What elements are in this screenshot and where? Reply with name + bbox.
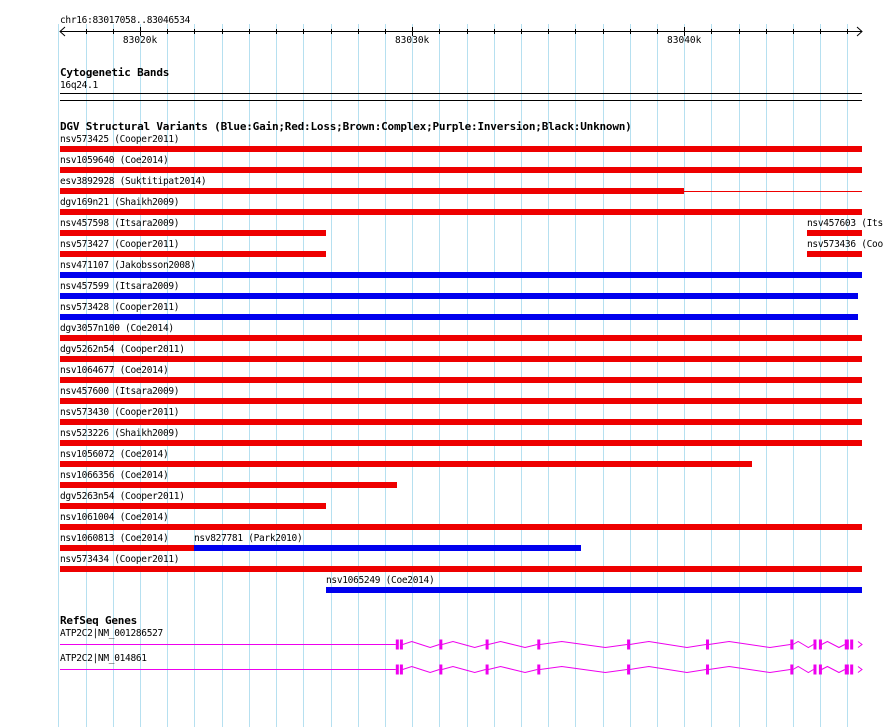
gene-exon (819, 640, 822, 650)
gene-exon (537, 665, 540, 675)
variant-label[interactable]: nsv827781 (Park2010) (194, 533, 303, 544)
variant-label[interactable]: nsv457600 (Itsara2009) (60, 386, 180, 397)
variant-bar[interactable] (60, 440, 862, 446)
gene-intron-line (540, 642, 627, 648)
gene-intron-line (630, 642, 706, 648)
variant-bar[interactable] (807, 251, 862, 257)
gene-exon (400, 665, 403, 675)
cytoband-top-line (60, 93, 862, 94)
variant-bar[interactable] (60, 545, 194, 551)
variant-label[interactable]: nsv1061004 (Coe2014) (60, 512, 169, 523)
variant-label[interactable]: nsv573427 (Cooper2011) (60, 239, 180, 250)
gene-exon (790, 640, 793, 650)
ruler-tick-label: 83040k (667, 35, 702, 46)
gene-model[interactable] (0, 663, 890, 679)
gene-exon (845, 640, 849, 650)
variant-label[interactable]: nsv471107 (Jakobsson2008) (60, 260, 196, 271)
variant-label[interactable]: nsv523226 (Shaikh2009) (60, 428, 180, 439)
variant-bar[interactable] (60, 314, 858, 320)
gene-exon (790, 665, 793, 675)
variant-label[interactable]: nsv573428 (Cooper2011) (60, 302, 180, 313)
gene-model[interactable] (0, 638, 890, 654)
variant-label[interactable]: dgv169n21 (Shaikh2009) (60, 197, 180, 208)
variant-bar[interactable] (60, 524, 862, 530)
variant-label[interactable]: nsv573434 (Cooper2011) (60, 554, 180, 565)
gene-exon (813, 665, 816, 675)
gene-exon (486, 665, 489, 675)
ruler-location-label: chr16:83017058..83046534 (60, 15, 191, 26)
gene-intron-line (403, 667, 440, 673)
gene-exon (813, 640, 816, 650)
variant-bar[interactable] (60, 293, 858, 299)
variant-label[interactable]: nsv573436 (Coo (807, 239, 883, 250)
variant-bar[interactable] (684, 191, 862, 192)
strand-arrow-icon (858, 667, 862, 673)
variant-bar[interactable] (194, 545, 581, 551)
gene-exon (439, 665, 442, 675)
gene-intron-line (822, 642, 845, 648)
gene-intron-line (709, 642, 791, 648)
variant-bar[interactable] (60, 146, 862, 152)
variant-bar[interactable] (60, 398, 862, 404)
variant-label[interactable]: nsv1065249 (Coe2014) (326, 575, 435, 586)
gene-exon (486, 640, 489, 650)
gene-exon (396, 665, 399, 675)
variant-bar[interactable] (60, 566, 862, 572)
gene-exon (850, 640, 853, 650)
variant-label[interactable]: dgv5263n54 (Cooper2011) (60, 491, 185, 502)
variant-bar[interactable] (60, 251, 326, 257)
gene-intron-line (540, 667, 627, 673)
variant-label[interactable]: nsv1064677 (Coe2014) (60, 365, 169, 376)
gene-exon (439, 640, 442, 650)
variant-label[interactable]: nsv573425 (Cooper2011) (60, 134, 180, 145)
gene-exon (400, 640, 403, 650)
variant-label[interactable]: nsv1059640 (Coe2014) (60, 155, 169, 166)
cytoband-track-title: Cytogenetic Bands (60, 66, 170, 79)
variant-bar[interactable] (60, 230, 326, 236)
gene-exon (706, 640, 709, 650)
gene-exon (845, 665, 849, 675)
variant-bar[interactable] (60, 209, 862, 215)
variant-label[interactable]: nsv457598 (Itsara2009) (60, 218, 180, 229)
cytoband-label: 16q24.1 (60, 80, 98, 91)
ruler-tick-label: 83030k (394, 35, 430, 46)
gene-intron-line (793, 642, 813, 648)
variant-label[interactable]: nsv457599 (Itsara2009) (60, 281, 180, 292)
variant-label[interactable]: dgv5262n54 (Cooper2011) (60, 344, 185, 355)
variant-bar[interactable] (60, 482, 397, 488)
variant-label[interactable]: nsv573430 (Cooper2011) (60, 407, 180, 418)
variant-label[interactable]: nsv457603 (Its (807, 218, 883, 229)
variant-bar[interactable] (60, 188, 684, 194)
gene-intron-line (442, 642, 486, 648)
variant-label[interactable]: nsv1056072 (Coe2014) (60, 449, 169, 460)
gene-exon (627, 665, 630, 675)
gene-exon (396, 640, 399, 650)
gene-intron-line (403, 642, 440, 648)
variant-bar[interactable] (60, 272, 862, 278)
gene-intron-line (488, 642, 537, 648)
variant-bar[interactable] (60, 167, 862, 173)
gene-exon (706, 665, 709, 675)
variant-label[interactable]: dgv3057n100 (Coe2014) (60, 323, 174, 334)
gene-intron-line (488, 667, 537, 673)
gene-intron-line (442, 667, 486, 673)
ruler-tick-label: 83020k (122, 35, 158, 46)
variant-bar[interactable] (60, 335, 862, 341)
variant-bar[interactable] (60, 356, 862, 362)
gene-exon (850, 665, 853, 675)
refseq-track-title: RefSeq Genes (60, 614, 138, 627)
variant-bar[interactable] (60, 503, 326, 509)
gene-intron-line (822, 667, 845, 673)
gene-intron-line (709, 667, 791, 673)
gene-label[interactable]: ATP2C2|NM_001286527 (60, 628, 163, 639)
variant-bar[interactable] (60, 419, 862, 425)
variant-label[interactable]: nsv1060813 (Coe2014) (60, 533, 169, 544)
gene-exon (537, 640, 540, 650)
variant-bar[interactable] (807, 230, 862, 236)
variant-bar[interactable] (326, 587, 862, 593)
gene-label[interactable]: ATP2C2|NM_014861 (60, 653, 147, 664)
gene-exon (627, 640, 630, 650)
variant-label[interactable]: esv3892928 (Suktitipat2014) (60, 176, 207, 187)
strand-arrow-icon (858, 642, 862, 648)
gene-exon (819, 665, 822, 675)
variant-label[interactable]: nsv1066356 (Coe2014) (60, 470, 169, 481)
gene-intron-line (793, 667, 813, 673)
variant-bar[interactable] (60, 377, 862, 383)
variant-bar[interactable] (60, 461, 752, 467)
dgv-track-title: DGV Structural Variants (Blue:Gain;Red:Loss;Brown:Complex;Purple:Inversion;Black:Unknown) (60, 120, 632, 133)
cytoband-bottom-line (60, 100, 862, 101)
gene-intron-line (630, 667, 706, 673)
